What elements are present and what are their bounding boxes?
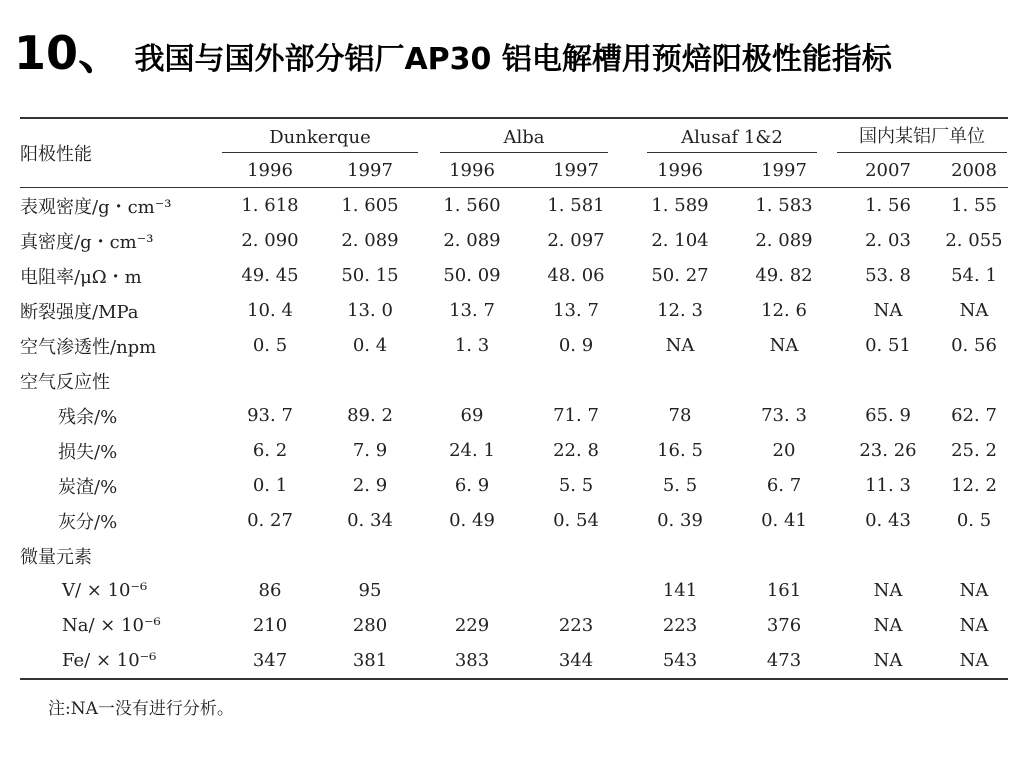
title-number: 10、 [14,26,125,80]
row-label: 灰分/% [58,511,118,533]
table-cell: 229 [454,615,490,636]
slide-title [14,26,892,80]
row-label: 炭渣/% [58,476,118,498]
table-cell: NA [940,643,1008,679]
table-row [20,468,1008,503]
table-cell: 141 [662,580,698,601]
table-cell: 13. 7 [449,300,495,321]
table-cell: 0. 39 [657,510,703,531]
table-cell: 0. 43 [865,510,911,531]
group-header-dunkerque: Dunkerque [220,118,420,153]
table-cell: 5. 5 [558,475,594,496]
year-header: 1996 [628,153,732,188]
table-cell: NA [959,580,989,601]
anode-performance-table [20,117,1008,680]
row-label: 断裂强度/MPa [20,301,139,323]
table-cell: 473 [732,643,836,679]
table-cell: 223 [558,615,594,636]
table-cell: 69 [460,405,484,426]
row-label: 电阻率/μΩ・m [20,266,142,288]
table-cell: 22. 8 [553,440,599,461]
table-cell: 0. 5 [252,335,288,356]
table-cell [220,538,320,573]
table-cell: 1. 583 [755,195,813,216]
table-cell: 0. 5 [956,510,992,531]
table-cell: 12. 3 [657,300,703,321]
year-header: 2007 [836,153,940,188]
footnote: 注:NA一没有进行分析。 [48,699,234,719]
table-cell: 50. 15 [341,265,399,286]
row-label: 真密度/g・cm⁻³ [20,231,154,253]
table-cell [836,363,940,398]
table-cell: 23. 26 [859,440,917,461]
year-header: 1997 [524,153,628,188]
table-cell: 73. 3 [761,405,807,426]
table-cell [836,538,940,573]
row-label: 空气反应性 [20,371,110,393]
row-label: Fe/ × 10⁻⁶ [20,643,220,679]
group-header-alba: Alba [420,118,628,153]
table-cell: 0. 1 [252,475,288,496]
table-row [20,188,1008,224]
table-cell: 1. 589 [651,195,709,216]
table-cell [732,538,836,573]
table-cell: 71. 7 [553,405,599,426]
table-cell: 65. 9 [865,405,911,426]
table-cell [524,573,628,608]
table-cell: 24. 1 [449,440,495,461]
table-cell: 1. 56 [865,195,911,216]
row-label: V/ × 10⁻⁶ [62,580,148,601]
table-cell: 50. 09 [443,265,501,286]
table-cell: 0. 9 [558,335,594,356]
table-cell [732,363,836,398]
table-cell: 0. 34 [347,510,393,531]
table-cell [320,538,420,573]
table-cell: 161 [766,580,802,601]
table-cell: 6. 9 [454,475,490,496]
table-cell: 543 [628,643,732,679]
table-cell: 53. 8 [865,265,911,286]
group-header-domestic: 国内某铝厂单位 [836,118,1008,153]
table-row [20,223,1008,258]
table-row [20,293,1008,328]
row-label: 表观密度/g・cm⁻³ [20,196,172,218]
table-cell: 1. 618 [241,195,299,216]
table-cell: 210 [252,615,288,636]
table-cell: 78 [668,405,692,426]
table-cell: NA [959,615,989,636]
row-label: 空气渗透性/npm [20,336,157,358]
year-header: 1997 [320,153,420,188]
table-row [20,503,1008,538]
table-cell: 2. 089 [755,230,813,251]
table-cell: 13. 7 [553,300,599,321]
table-cell: 11. 3 [865,475,911,496]
table-cell: 223 [662,615,698,636]
table-cell: 2. 097 [547,230,605,251]
table-cell: 376 [766,615,802,636]
table-row [20,328,1008,363]
table-cell: 2. 089 [443,230,501,251]
table-cell [524,538,628,573]
table-cell: 95 [358,580,382,601]
table-cell: NA [665,335,695,356]
row-label: 微量元素 [20,546,92,568]
table-cell: 6. 2 [252,440,288,461]
table-cell [628,538,732,573]
table-cell [420,363,524,398]
table-row [20,398,1008,433]
table-cell [524,363,628,398]
table-body [20,188,1008,680]
table-cell [940,538,1008,573]
table-cell: 49. 45 [241,265,299,286]
table-cell: NA [873,300,903,321]
table-cell: 20 [772,440,796,461]
year-header: 1996 [220,153,320,188]
table-cell [940,363,1008,398]
table-cell: 280 [352,615,388,636]
table-cell: 2. 089 [341,230,399,251]
table-cell: NA [836,643,940,679]
row-label: 残余/% [58,406,118,428]
table-cell: 93. 7 [247,405,293,426]
table-row [20,608,1008,643]
table-row [20,258,1008,293]
table-cell: 7. 9 [352,440,388,461]
table-cell: 1. 581 [547,195,605,216]
year-header: 1997 [732,153,836,188]
table-cell: 13. 0 [347,300,393,321]
table-cell: 1. 560 [443,195,501,216]
table-cell: 50. 27 [651,265,709,286]
table-cell: 383 [420,643,524,679]
table-cell: NA [873,615,903,636]
row-label: Na/ × 10⁻⁶ [62,615,161,636]
table-cell [420,573,524,608]
title-text: 我国与国外部分铝厂AP30 铝电解槽用预焙阳极性能指标 [124,42,892,77]
table-cell: 16. 5 [657,440,703,461]
table-cell: 344 [524,643,628,679]
row-label: 损失/% [58,441,118,463]
table-cell: 0. 54 [553,510,599,531]
header-corner: 阳极性能 [20,118,220,188]
table-cell [420,538,524,573]
table-row [20,573,1008,608]
table-cell: 1. 55 [951,195,997,216]
table-cell: 0. 4 [352,335,388,356]
table-row [20,643,1008,679]
table-cell: NA [873,580,903,601]
table-cell: 0. 41 [761,510,807,531]
year-header: 2008 [940,153,1008,188]
table-cell: 62. 7 [951,405,997,426]
table-cell: 1. 605 [341,195,399,216]
table-cell: 48. 06 [547,265,605,286]
table-cell: 54. 1 [951,265,997,286]
table-cell: 381 [320,643,420,679]
table-cell: NA [959,300,989,321]
table-cell: 0. 51 [865,335,911,356]
table-cell: 5. 5 [662,475,698,496]
table-cell: 2. 090 [241,230,299,251]
table-cell [628,363,732,398]
table-cell: 0. 27 [247,510,293,531]
table-cell: 12. 2 [951,475,997,496]
table-cell: NA [769,335,799,356]
table-cell [320,363,420,398]
table-row [20,538,1008,573]
group-header-alusaf: Alusaf 1&2 [628,118,836,153]
table-cell: 49. 82 [755,265,813,286]
table-cell: 2. 104 [651,230,709,251]
table-cell: 1. 3 [454,335,490,356]
table-cell: 12. 6 [761,300,807,321]
table-cell: 25. 2 [951,440,997,461]
table-cell: 2. 9 [352,475,388,496]
table-cell [220,363,320,398]
table-cell: 347 [220,643,320,679]
table-row [20,363,1008,398]
table-cell: 10. 4 [247,300,293,321]
table-cell: 6. 7 [766,475,802,496]
table-cell: 89. 2 [347,405,393,426]
table-cell: 2. 055 [945,230,1003,251]
table-cell: 0. 49 [449,510,495,531]
year-header: 1996 [420,153,524,188]
table-cell: 0. 56 [951,335,997,356]
table-cell: 86 [258,580,282,601]
table-cell: 2. 03 [865,230,911,251]
table-row [20,433,1008,468]
